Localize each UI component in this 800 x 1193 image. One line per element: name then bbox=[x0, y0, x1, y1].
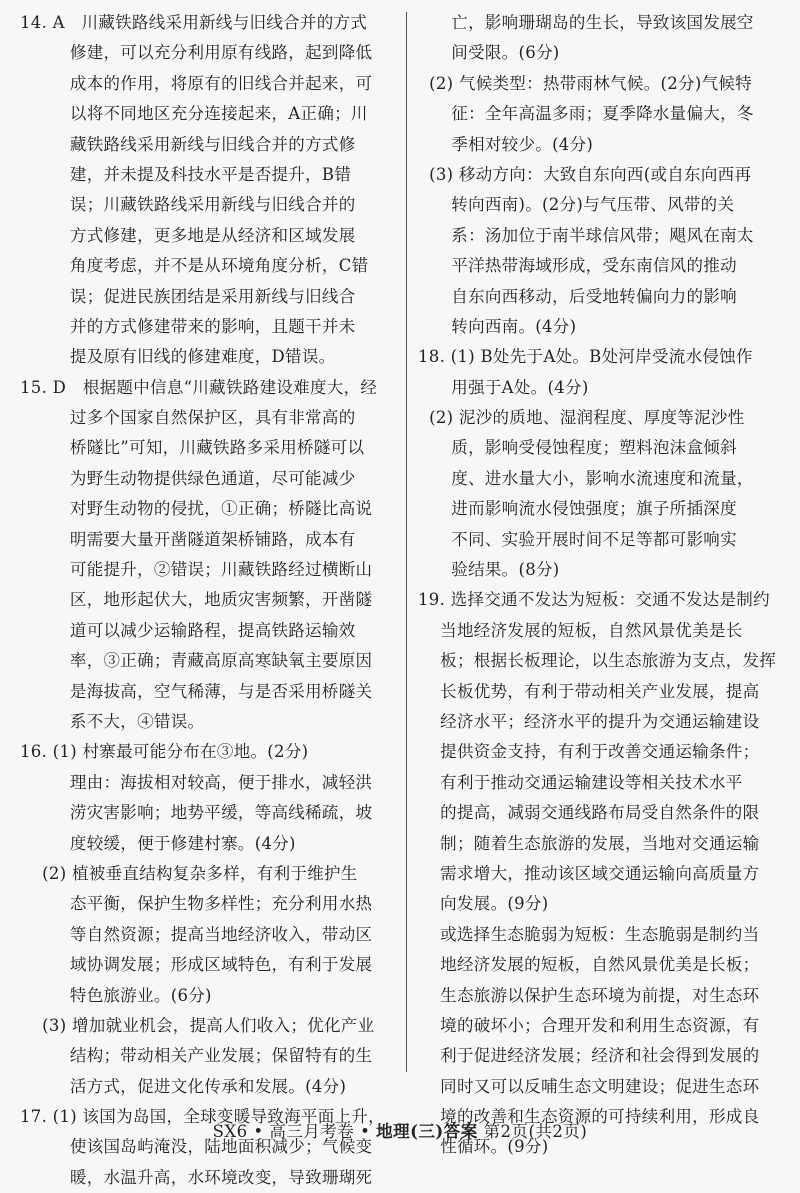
text-line: 向发展。(9分) bbox=[418, 894, 549, 914]
text-line: (3) 增加就业机会，提高人们收入；优化产业 bbox=[20, 1015, 375, 1035]
text-line: 生态旅游以保护生态环境为前提，对生态环 bbox=[418, 985, 760, 1005]
text-line: 进而影响流水侵蚀强度；旗子所插深度 bbox=[418, 499, 737, 519]
text-line: 或选择生态脆弱为短板：生态脆弱是制约当 bbox=[418, 924, 760, 944]
text-line: (2) 泥沙的质地、湿润程度、厚度等泥沙性 bbox=[418, 408, 745, 428]
right-column bbox=[418, 8, 788, 1163]
text-line: 区，地形起伏大，地质灾害频繁，开凿隧 bbox=[20, 590, 373, 610]
text-line: 地经济发展的短板，自然风景优美是长板； bbox=[418, 955, 760, 975]
text-line: 方式修建，更多地是从经济和区域发展 bbox=[20, 225, 356, 245]
text-line: 境的改善和生态资源的可持续利用，形成良 bbox=[418, 1107, 760, 1127]
text-line: 制；随着生态旅游的发展，当地对交通运输 bbox=[418, 833, 760, 853]
text-line: 18. (1) B处先于A处。B处河岸受流水侵蚀作 bbox=[418, 347, 753, 367]
text-line: 系：汤加位于南半球信风带；飓风在南太 bbox=[418, 225, 754, 245]
text-line: 度较缓，便于修建村寨。(4分) bbox=[20, 833, 296, 853]
footer-subject: 地理(三)答案 bbox=[376, 1122, 478, 1141]
text-line: 平洋热带海域形成，受东南信风的推动 bbox=[418, 256, 737, 276]
text-line: (2) 气候类型：热带雨林气候。(2分)气候特 bbox=[418, 73, 752, 93]
text-line: 活方式，促进文化传承和发展。(4分) bbox=[20, 1076, 347, 1096]
text-line: 误；促进民族团结是采用新线与旧线合 bbox=[20, 286, 356, 306]
text-line: 同时又可以反哺生态文明建设；促进生态环 bbox=[418, 1076, 760, 1096]
text-line: 性循环。(9分) bbox=[418, 1137, 549, 1157]
text-line: 转向西南。(4分) bbox=[418, 316, 577, 336]
text-line: 有利于推动交通运输建设等相关技术水平 bbox=[418, 772, 743, 792]
text-line: 桥隧比”可知，川藏铁路多采用桥隧可以 bbox=[20, 438, 365, 458]
text-line: 经济水平；经济水平的提升为交通运输建设 bbox=[418, 711, 760, 731]
text-line: 季相对较少。(4分) bbox=[418, 134, 594, 154]
text-line: 是海拔高，空气稀薄，与是否采用桥隧关 bbox=[20, 681, 373, 701]
text-line: 并的方式修建带来的影响，且题干并未 bbox=[20, 316, 356, 336]
text-line: 成本的作用，将原有的旧线合并起来，可 bbox=[20, 73, 373, 93]
text-line: 结构；带动相关产业发展；保留特有的生 bbox=[20, 1046, 373, 1066]
text-line: 修建，可以充分利用原有线路，起到降低 bbox=[20, 43, 373, 63]
text-line: 使该国岛屿淹没，陆地面积减少；气候变 bbox=[20, 1137, 373, 1157]
text-line: 暖，水温升高，水环境改变，导致珊瑚死 bbox=[20, 1167, 373, 1187]
text-line: 用强于A处。(4分) bbox=[418, 377, 589, 397]
text-line: 境的破坏小；合理开发和利用生态资源，有 bbox=[418, 1015, 760, 1035]
text-line: 以将不同地区充分连接起来，A正确；川 bbox=[20, 104, 368, 124]
left-column bbox=[20, 8, 400, 1193]
footer-prefix: SX6 • 高三月考卷 • bbox=[212, 1122, 377, 1141]
text-line: 域协调发展；形成区域特色，有利于发展 bbox=[20, 955, 373, 975]
text-line: 亡，影响珊瑚岛的生长，导致该国发展空 bbox=[418, 13, 754, 32]
text-line: 特色旅游业。(6分) bbox=[20, 985, 212, 1005]
text-line: 质，影响受侵蚀程度；塑料泡沫盒倾斜 bbox=[418, 438, 737, 458]
text-line: 提供资金支持，有利于改善交通运输条件； bbox=[418, 742, 760, 762]
text-line: 建，并未提及科技水平是否提升，B错 bbox=[20, 164, 352, 184]
text-line: 藏铁路线采用新线与旧线合并的方式修 bbox=[20, 134, 356, 154]
text-line: 明需要大量开凿隧道架桥铺路，成本有 bbox=[20, 529, 356, 549]
text-line: 道可以减少运输路程，提高铁路运输效 bbox=[20, 620, 356, 640]
text-line: 提及原有旧线的修建难度，D错误。 bbox=[20, 347, 336, 367]
text-line: 过多个国家自然保护区，具有非常高的 bbox=[20, 408, 356, 428]
column-divider bbox=[406, 12, 407, 1072]
text-line: 当地经济发展的短板，自然风景优美是长 bbox=[418, 620, 743, 640]
text-line: 率，③正确；青藏高原高寒缺氧主要原因 bbox=[20, 651, 373, 671]
text-line: 间受限。(6分) bbox=[418, 43, 560, 63]
text-line: 15. D 根据题中信息“川藏铁路建设难度大，经 bbox=[20, 377, 378, 397]
text-line: 涝灾害影响；地势平缓，等高线稀疏，坡 bbox=[20, 803, 373, 823]
text-line: 可能提升，②错误；川藏铁路经过横断山 bbox=[20, 560, 373, 580]
text-line: 理由：海拔相对较高，便于排水，减轻洪 bbox=[20, 772, 373, 792]
text-line: 等自然资源；提高当地经济收入，带动区 bbox=[20, 924, 373, 944]
text-line: 态平衡，保护生物多样性；充分利用水热 bbox=[20, 894, 373, 914]
text-line: 利于促进经济发展；经济和社会得到发展的 bbox=[418, 1046, 760, 1066]
text-line: 的提高，减弱交通线路布局受自然条件的限 bbox=[418, 803, 760, 823]
text-line: 16. (1) 村寨最可能分布在③地。(2分) bbox=[20, 742, 309, 762]
text-line: 长板优势，有利于带动相关产业发展，提高 bbox=[418, 681, 760, 701]
page-footer bbox=[0, 1118, 800, 1142]
text-line: (2) 植被垂直结构复杂多样，有利于维护生 bbox=[20, 863, 358, 883]
text-line: 系不大，④错误。 bbox=[20, 711, 205, 731]
text-line: (3) 移动方向：大致自东向西(或自东向西再 bbox=[418, 164, 752, 184]
text-line: 误；川藏铁路线采用新线与旧线合并的 bbox=[20, 195, 356, 215]
text-line: 对野生动物的侵扰，①正确；桥隧比高说 bbox=[20, 499, 373, 519]
text-line: 转向西南)。(2分)与气压带、风带的关 bbox=[418, 195, 735, 215]
text-line: 不同、实验开展时间不足等都可影响实 bbox=[418, 529, 737, 549]
text-line: 需求增大，推动该区域交通运输向高质量方 bbox=[418, 863, 760, 883]
text-line: 为野生动物提供绿色通道，尽可能减少 bbox=[20, 468, 356, 488]
text-line: 板；根据长板理论，以生态旅游为支点，发挥 bbox=[418, 651, 777, 671]
text-line: 征：全年高温多雨；夏季降水量偏大，冬 bbox=[418, 104, 754, 124]
text-line: 自东向西移动，后受地转偏向力的影响 bbox=[418, 286, 737, 306]
text-line: 17. (1) 该国为岛国，全球变暖导致海平面上升， bbox=[20, 1107, 385, 1127]
text-line: 度、进水量大小，影响水流速度和流量， bbox=[418, 468, 754, 488]
text-line: 14. A 川藏铁路线采用新线与旧线合并的方式 bbox=[20, 13, 368, 32]
text-line: 验结果。(8分) bbox=[418, 560, 560, 580]
footer-page-number: 第2页(共2页) bbox=[477, 1122, 588, 1141]
text-line: 角度考虑，并不是从环境角度分析，C错 bbox=[20, 256, 369, 276]
text-line: 19. 选择交通不发达为短板：交通不发达是制约 bbox=[418, 590, 770, 610]
